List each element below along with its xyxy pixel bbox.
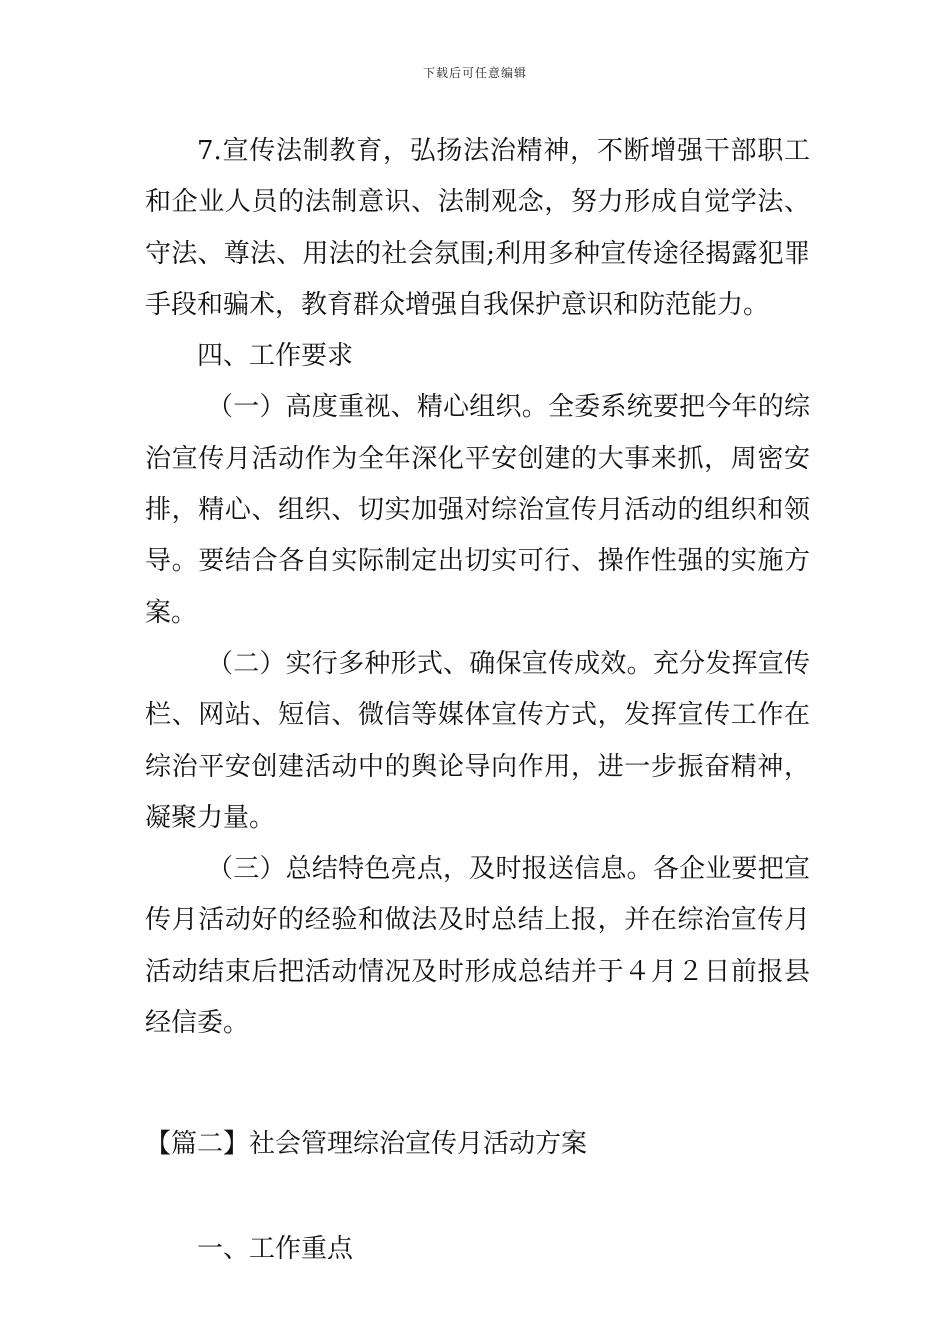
section-heading-work-focus: 一、工作重点 [197,1233,354,1264]
section-heading-work-requirements: 四、工作要求 [197,341,354,372]
page-header: 下载后可任意编辑 [422,66,527,80]
paragraph-requirement-2: （二）实行多种形式、确保宣传成效。充分发挥宣传栏、网站、短信、微信等媒体宣传方式，发挥宣传工作在综治平安创建活动中的舆论导向作用，进一步振奋精神，凝聚力量。 [145,648,810,833]
paragraph-requirement-1: （一）高度重视、精心组织。全委系统要把今年的综治宣传月活动作为全年深化平安创建的大事来抓，周密安排，精心、组织、切实加强对综治宣传月活动的组织和领导。要结合各自实际制定出切实可行、操作性强的实施方案。 [145,392,810,628]
paragraph-requirement-3: （三）总结特色亮点，及时报送信息。各企业要把宣传月活动好的经验和做法及时总结上报，并在综治宣传月活动结束后把活动情况及时形成总结并于４月２日前报县经信委。 [145,854,810,1039]
paragraph-item-7: 7.宣传法制教育，弘扬法治精神，不断增强干部职工和企业人员的法制意识、法制观念，努力形成自觉学法、守法、尊法、用法的社会氛围;利用多种宣传途径揭露犯罪手段和骗术，教育群众增强自我保护意识和防范能力。 [145,136,810,320]
chapter-title: 【篇二】社会管理综治宣传月活动方案 [145,1129,588,1160]
document-body [145,126,810,1275]
